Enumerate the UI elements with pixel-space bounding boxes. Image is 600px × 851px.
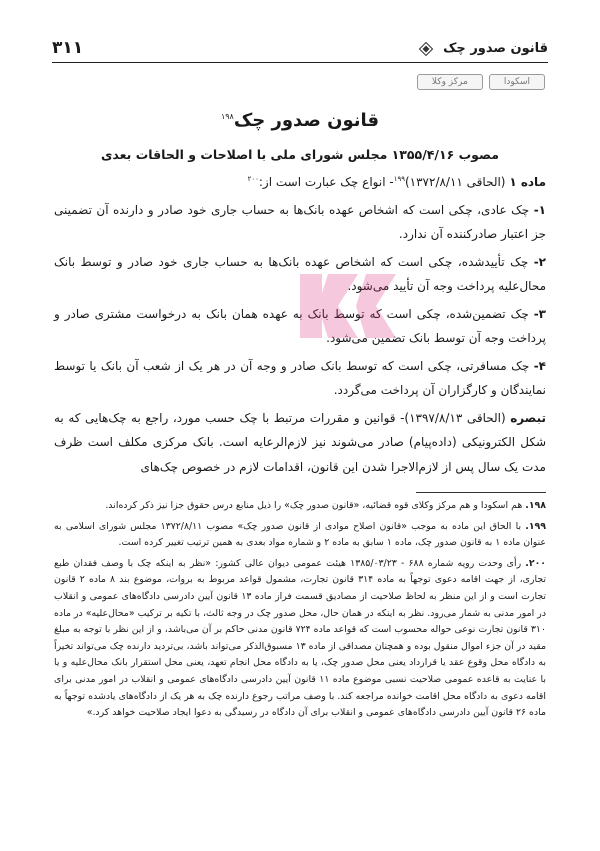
running-title-group <box>419 41 548 56</box>
list-item <box>54 354 546 403</box>
footnote-divider <box>416 492 546 493</box>
item-text: چک تضمین‌شده، چکی است که توسط بانک به عهده همان بانک به درخواست مشتری صادر و پرداخت وجه آن توسط بانک تضمین می‌شود. <box>54 306 546 345</box>
note-paragraph <box>54 406 546 480</box>
law-title <box>52 110 548 131</box>
note-text: (الحاقی ۱۳۹۷/۸/۱۳)- قوانین و مقررات مرتبط با چک حسب مورد، راجع به چک‌هایی که به شکل الکترونیکی (داده‌پیام) صادر می‌شوند نیز لازم‌الرعایه است. بانک مرکزی مکلف است ظرف مدت یک سال پس از لازم‌الاجرا شدن این قانون، اقدامات لازم در خصوص چک‌های <box>54 410 546 474</box>
footnote-200 <box>54 556 546 722</box>
article-label: ماده ۱ <box>509 175 546 189</box>
footnote-number: ۱۹۸. <box>525 500 546 511</box>
footnote-ref-199: ۱۹۹ <box>393 175 405 183</box>
tag-lawyers-center: مرکز وکلا <box>417 74 483 90</box>
item-text: چک عادی، چکی است که اشخاص عهده بانک‌ها به حساب جاری خود صادر و دارنده آن تضمینی جز اعتبار صادرکننده آن ندارد. <box>54 202 546 241</box>
item-text: چک مسافرتی، چکی است که توسط بانک صادر و وجه آن در هر یک از شعب آن بانک یا توسط نمایندگان و کارگزاران آن پرداخت می‌گردد. <box>54 358 546 397</box>
footnotes <box>54 498 546 726</box>
article-1-intro <box>54 170 546 195</box>
source-tags <box>417 74 545 90</box>
footnote-text: هم اسکودا و هم مرکز وکلای قوه قضائیه، «قانون صدور چک» را ذیل منابع درس حقوق جزا نیز ذکر کرده‌اند. <box>105 500 526 511</box>
tag-scoda: اسکودا <box>489 74 545 90</box>
law-subtitle: مصوب ۱۳۵۵/۴/۱۶ مجلس شورای ملی با اصلاحات و الحاقات بعدی <box>100 147 500 162</box>
page-header <box>52 34 548 63</box>
running-title: قانون صدور چک <box>443 40 548 56</box>
title-footnote-ref: ۱۹۸ <box>220 112 234 121</box>
item-text: چک تأییدشده، چکی است که اشخاص عهده بانک‌ها به حساب جاری خود صادر و توسط بانک محال‌علیه پرداخت وجه آن تأیید می‌شود. <box>54 254 546 293</box>
footnote-number: ۲۰۰. <box>525 557 547 569</box>
item-number: ۱- <box>533 202 546 217</box>
footnote-198 <box>54 498 546 515</box>
footnote-ref-200: ۲۰۰ <box>247 175 259 183</box>
page-number: ۳۱۱ <box>52 38 84 58</box>
diamond-ornament-icon <box>419 41 433 55</box>
law-title-text: قانون صدور چک <box>233 110 380 131</box>
note-label: تبصره <box>510 410 546 425</box>
list-item <box>54 198 546 247</box>
item-number: ۳- <box>533 306 546 321</box>
footnote-text: رأی وحدت رویه شماره ۶۸۸ - ۱۳۸۵/۰۳/۲۳ هیئت عمومی دیوان عالی کشور: «نظر به اینکه چک با وصف فقدان طبع تجاری، از جهت اقامه دعوی توجهاً به ماده ۳۱۴ قانون تجارت، مشمول قواعد مربوط به بروات، موضوع بند ۸ ماده ۲ قانون تجارت است و از این منظر به لحاظ صلاحیت از مصادیق قسمت فراز ماده ۱۳ قانون آیین دادرسی دادگاه‌های عمومی و انقلاب در امور مدنی به شمار می‌رود. نظر به اینکه در همان حال، محل صدور چک در وجه ثالث، با تکیه بر ترکیب «محال‌علیه» در ماده ۳۱۰ قانون تجارت نوعی حواله محسوب است که قواعد ماده ۷۲۴ قانون مدنی حاکم بر آن می‌باشد، و از این نظر با توجه به مبلغ مقید در آن جزء اموال منقول بوده و همچنان مصداقی از ماده ۱۳ مسبوق‌الذکر می‌تواند باشد، بی‌تردید دارنده چک می‌تواند تخیراً به دادگاه محل وقوع عقد یا قرارداد یعنی محل صدور چک، یا به دادگاه محل انجام تعهد، یعنی محل استقرار بانک محال‌علیه و یا با عنایت به قاعده عمومی صلاحیت نسبی موضوع ماده ۱۱ قانون آیین دادرسی دادگاه‌های عمومی و انقلاب در امور مدنی برای اقامه دعوی به دادگاه محل اقامت خوانده مراجعه کند. با وصف مراتب رجوع دارنده چک به هر یک از دادگاه‌های یادشده توجهاً به ماده ۲۶ قانون آیین دادرسی دادگاه‌های عمومی و انقلاب برای آن دادگاه در رسیدگی به دعوا ایجاد صلاحیت خواهد کرد.» <box>54 557 546 719</box>
article-text-b: - انواع چک عبارت است از: <box>258 175 394 189</box>
footnote-number: ۱۹۹. <box>525 520 546 532</box>
article-text-a: (الحاقی ۱۳۷۲/۸/۱۱) <box>404 175 510 189</box>
item-number: ۲- <box>533 254 546 269</box>
publisher-logo-watermark-icon <box>300 266 410 346</box>
footnote-text: با الحاق این ماده به موجب «قانون اصلاح موادی از قانون صدور چک» مصوب ۱۳۷۲/۸/۱۱ مجلس شورای اسلامی به عنوان ماده ۱ به قانون صدور چک، ماده ۱ سابق به ماده ۲ و شماره مواد بعدی به همین ترتیب تغییر کرده است. <box>54 520 546 549</box>
footnote-199 <box>54 519 546 552</box>
item-number: ۴- <box>533 358 546 373</box>
